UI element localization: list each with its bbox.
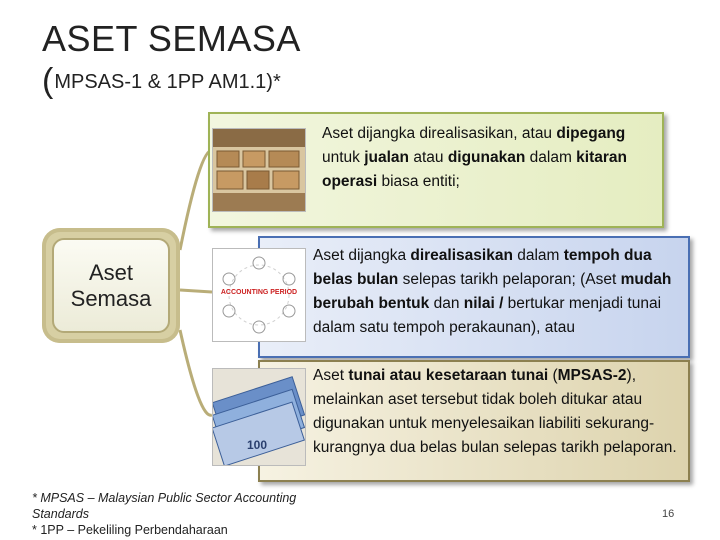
connector-bottom	[180, 330, 212, 415]
footnote-1pp: * 1PP – Pekeliling Perbendaharaan	[32, 523, 228, 537]
banknote-value: 100	[247, 438, 268, 452]
page-number: 16	[662, 508, 675, 520]
footnotes	[32, 490, 296, 538]
subtitle-paren: (	[42, 62, 54, 100]
connector-middle	[180, 290, 212, 292]
item-text-operating-cycle: Aset dijangka direalisasikan, atau dipegang untuk jualan atau digunakan dalam kitaran operasi biasa entiti;	[322, 125, 628, 190]
warehouse-photo-icon	[212, 128, 306, 212]
slide-title: ASET SEMASA	[42, 18, 301, 59]
hub-label-line1: Aset	[88, 259, 134, 285]
accounting-period-diagram-icon	[212, 248, 306, 342]
footnote-mpsas: * MPSAS – Malaysian Public Sector Accounting	[32, 491, 297, 505]
hub-label-line2: Semasa	[70, 285, 152, 311]
item-text-cash: Aset tunai atau kesetaraan tunai (MPSAS-2), melainkan aset tersebut tidak boleh ditukar atau digunakan untuk menyelesaikan liabiliti sekurang-kurangnya dua belas bulan selepas tarikh pelaporan.	[313, 367, 677, 456]
item-text-twelve-months: Aset dijangka direalisasikan dalam tempoh dua belas bulan selepas tarikh pelaporan; (Aset mudah berubah bentuk dan nilai / bertukar menjadi tunai dalam satu tempoh perakaunan), atau	[313, 247, 672, 336]
footnote-mpsas-cont: Standards	[32, 507, 89, 521]
subtitle-text: MPSAS-1 & 1PP AM1.1)*	[54, 71, 281, 93]
hub-node	[42, 228, 180, 343]
hub-label	[52, 238, 170, 333]
ringgit-banknotes-photo-icon	[212, 368, 306, 466]
accounting-period-caption: ACCOUNTING PERIOD	[220, 289, 298, 296]
